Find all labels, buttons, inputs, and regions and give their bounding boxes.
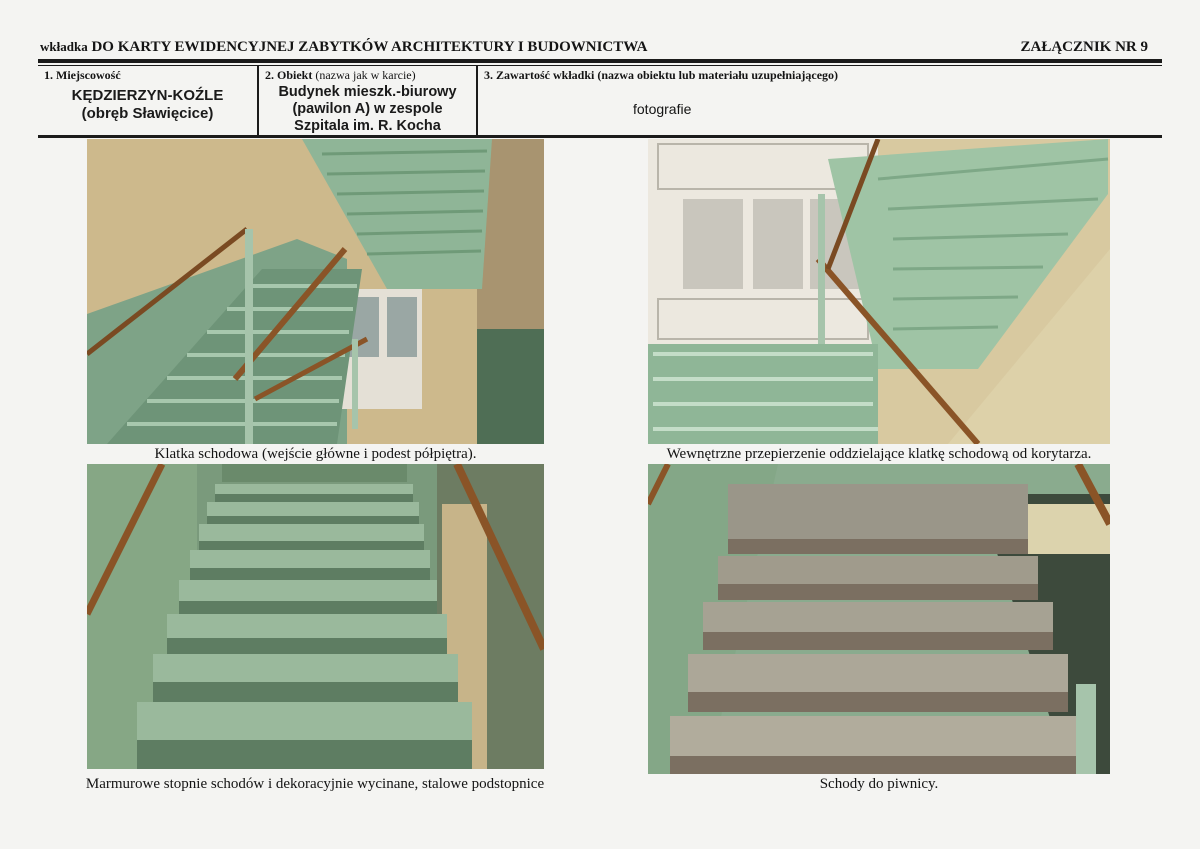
object-value-line1: Budynek mieszk.-biurowy bbox=[278, 84, 457, 100]
object-label-note: (nazwa jak w karcie) bbox=[315, 68, 416, 82]
photo-caption: Marmurowe stopnie schodów i dekoracyjnie wycinane, stalowe podstopnice bbox=[85, 776, 545, 792]
photo-marble-steps bbox=[87, 464, 544, 769]
photo-caption: Klatka schodowa (wejście główne i podest półpiętra). bbox=[154, 446, 477, 462]
contents-value: fotografie bbox=[633, 101, 692, 117]
locality-field bbox=[38, 66, 257, 135]
object-value-line2: (pawilon A) w zespole bbox=[292, 101, 443, 117]
contents-label-note: (nazwa obiektu lub materiału uzupełniającego) bbox=[597, 68, 839, 82]
object-label-main: 2. Obiekt bbox=[265, 68, 313, 82]
contents-label-main: 3. Zawartość wkładki bbox=[484, 68, 595, 82]
locality-label: 1. Miejscowość bbox=[44, 68, 121, 82]
locality-value-line1: KĘDZIERZYN-KOŹLE bbox=[71, 87, 224, 104]
contents-field bbox=[478, 66, 1162, 135]
insert-heading: DO KARTY EWIDENCYJNEJ ZABYTKÓW ARCHITEKTURY I BUDOWNICTWA bbox=[91, 39, 648, 55]
attachment-number: ZAŁĄCZNIK NR 9 bbox=[1020, 39, 1148, 55]
locality-value bbox=[38, 87, 257, 123]
object-value bbox=[259, 84, 476, 135]
object-label bbox=[265, 68, 476, 83]
fields-rule bbox=[38, 135, 1162, 138]
photo-basement-stairs bbox=[648, 464, 1110, 774]
object-field bbox=[259, 66, 476, 135]
insert-prefix: wkładka bbox=[40, 39, 88, 54]
photo-caption: Wewnętrzne przepierzenie oddzielające klatkę schodową od korytarza. bbox=[666, 446, 1092, 462]
contents-label bbox=[484, 68, 1162, 83]
locality-value-line2: (obręb Sławięcice) bbox=[81, 105, 214, 122]
photo-staircase-entrance bbox=[87, 139, 544, 444]
photo-partition bbox=[648, 139, 1110, 444]
insert-title bbox=[40, 39, 647, 56]
header-rule bbox=[38, 59, 1162, 63]
photo-caption: Schody do piwnicy. bbox=[819, 776, 939, 792]
object-value-line3: Szpitala im. R. Kocha bbox=[294, 118, 441, 134]
